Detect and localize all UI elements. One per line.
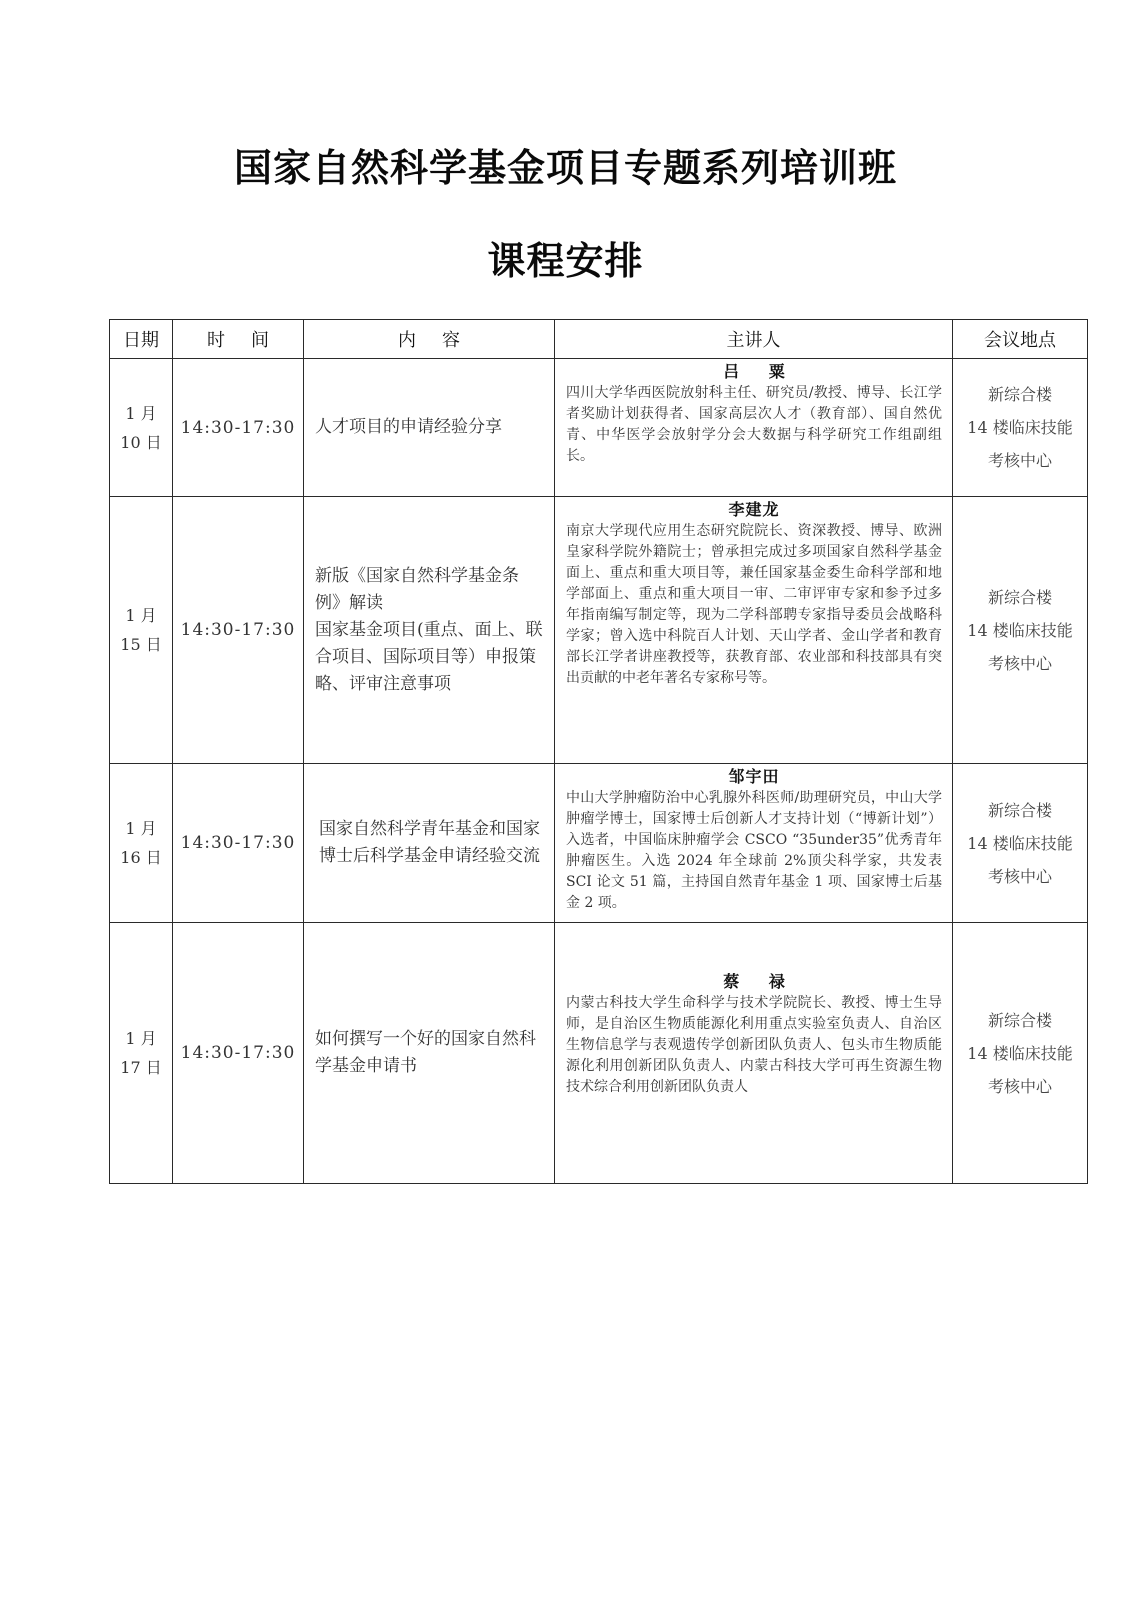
date-cell (110, 923, 173, 1184)
venue-line: 14 楼临床技能 (967, 620, 1073, 640)
venue-cell (953, 923, 1088, 1184)
content-cell: 国家自然科学青年基金和国家博士后科学基金申请经验交流 (304, 764, 555, 923)
table-row (110, 359, 1088, 497)
header-date: 日期 (110, 320, 173, 359)
table-header-row (110, 320, 1088, 359)
speaker-bio: 中山大学肿瘤防治中心乳腺外科医师/助理研究员，中山大学肿瘤学博士，国家博士后创新人才支持计划（“博新计划”）入选者，中国临床肿瘤学会 CSCO “35under35”优秀青年肿瘤医生。入选 2024 年全球前 2%顶尖科学家，共发表 SCI 论文 51 篇，主持国自然青年基金 1 项、国家博士后基金 2 项。 (566, 790, 942, 911)
document-title: 国家自然科学基金项目专题系列培训班 (233, 146, 897, 190)
speaker-cell (555, 764, 953, 923)
speaker-bio: 内蒙古科技大学生命科学与技术学院院长、教授、博士生导师，是自治区生物质能源化利用重点实验室负责人、自治区生物信息学与表观遗传学创新团队负责人、包头市生物质能源化利用创新团队负责人、内蒙古科技大学可再生资源生物技术综合利用创新团队负责人 (566, 995, 942, 1095)
document-subtitle: 课程安排 (487, 239, 644, 283)
content-cell: 如何撰写一个好的国家自然科学基金申请书 (304, 923, 555, 1184)
time-cell: 14:30-17:30 (173, 764, 304, 923)
venue-line: 新综合楼 (987, 1010, 1052, 1030)
time-cell: 14:30-17:30 (173, 497, 304, 764)
header-content (304, 320, 555, 359)
date-month: 1 月 (125, 403, 157, 423)
venue-line: 新综合楼 (987, 800, 1052, 820)
header-time (173, 320, 304, 359)
venue-line: 14 楼临床技能 (967, 418, 1073, 437)
speaker-cell (555, 359, 953, 497)
header-speaker: 主讲人 (555, 320, 953, 359)
venue-line: 14 楼临床技能 (967, 833, 1073, 853)
venue-line: 14 楼临床技能 (967, 1043, 1073, 1063)
content-cell: 人才项目的申请经验分享 (304, 359, 555, 497)
venue-line: 新综合楼 (987, 385, 1052, 404)
date-day: 16 日 (120, 848, 162, 867)
speaker-cell (555, 497, 953, 764)
speaker-name: 邹宇田 (728, 767, 780, 786)
title-block (0, 145, 1131, 284)
time-cell: 14:30-17:30 (173, 923, 304, 1184)
speaker-bio: 四川大学华西医院放射科主任、研究员/教授、博导、长江学者奖励计划获得者、国家高层次人才（教育部）、国自然优青、中华医学会放射学分会大数据与科学研究工作组副组长。 (566, 385, 942, 464)
content-cell: 新版《国家自然科学基金条例》解读 国家基金项目(重点、面上、联合项目、国际项目等）申报策略、评审注意事项 (304, 497, 555, 764)
header-venue: 会议地点 (953, 320, 1088, 359)
venue-line: 考核中心 (987, 653, 1052, 673)
venue-line: 考核中心 (987, 866, 1052, 886)
speaker-cell (555, 923, 953, 1184)
table-row (110, 764, 1088, 923)
venue-line: 新综合楼 (987, 587, 1052, 607)
speaker-name: 李建龙 (728, 500, 780, 519)
speaker-name: 吕 粟 (723, 362, 797, 381)
date-month: 1 月 (125, 1029, 157, 1048)
venue-cell (953, 359, 1088, 497)
time-cell: 14:30-17:30 (173, 359, 304, 497)
table-row (110, 497, 1088, 764)
schedule-table (109, 319, 1088, 1184)
venue-line: 考核中心 (987, 451, 1052, 470)
speaker-name: 蔡 禄 (723, 972, 797, 991)
venue-cell (953, 764, 1088, 923)
table-row (110, 923, 1088, 1184)
header-content-label: 内容 (398, 330, 486, 351)
header-time-label: 时间 (207, 330, 295, 351)
date-day: 17 日 (120, 1058, 162, 1077)
venue-line: 考核中心 (987, 1076, 1052, 1096)
venue-cell (953, 497, 1088, 764)
date-month: 1 月 (125, 819, 157, 838)
date-day: 10 日 (120, 432, 162, 452)
date-month: 1 月 (125, 606, 157, 625)
date-day: 15 日 (120, 635, 162, 654)
date-cell (110, 359, 173, 497)
date-cell (110, 764, 173, 923)
speaker-bio: 南京大学现代应用生态研究院院长、资深教授、博导、欧洲皇家科学院外籍院士；曾承担完成过多项国家自然科学基金面上、重点和重大项目等，兼任国家基金委生命科学部和地学部面上、重点和重大项目一审、二审评审专家和参予过多年指南编写制定等，现为二学科部聘专家指导委员会战略科学家；曾入选中科院百人计划、天山学者、金山学者和教育部长江学者讲座教授等，获教育部、农业部和科技部具有突出贡献的中老年著名专家称号等。 (566, 523, 942, 686)
date-cell (110, 497, 173, 764)
